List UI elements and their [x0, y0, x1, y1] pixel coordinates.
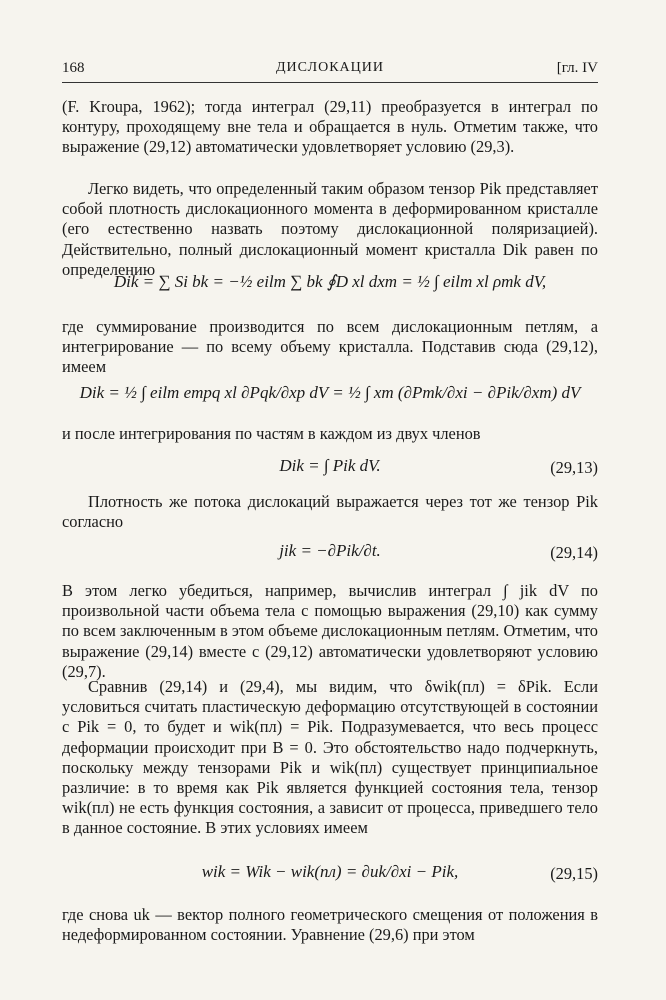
paragraph-3: где суммирование производится по всем дислокационным петлям, а интегрирование — по всему объему кристалла. Подставив сюда (29,12), имеем [62, 317, 598, 377]
equation-3-number: (29,13) [550, 458, 598, 477]
equation-5-number: (29,15) [550, 864, 598, 883]
equation-3 [62, 456, 598, 494]
equation-1-text: Dik = ∑ Si bk = −½ eilm ∑ bk ∮D xl dxm = ½ ∫ eilm xl ρmk dV, [113, 272, 547, 291]
equation-3-text: Dik = ∫ Pik dV. [279, 456, 381, 475]
chapter-label: [гл. IV [556, 60, 598, 76]
running-title: ДИСЛОКАЦИИ [275, 60, 385, 75]
page-number: 168 [62, 60, 85, 76]
paragraph-1: (F. Kroupa, 1962); тогда интеграл (29,11) преобразуется в интеграл по контуру, проходящему вне тела и обращается в нуль. Отметим также, что выражение (29,12) автоматически удовлетворяет условию (29,3). [62, 97, 598, 157]
equation-4 [62, 541, 598, 579]
paragraph-8: где снова uk — вектор полного геометрического смещения от положения в недеформированном состоянии. Уравнение (29,6) при этом [62, 905, 598, 945]
paragraph-4: и после интегрирования по частям в каждом из двух членов [62, 424, 481, 443]
equation-5 [62, 862, 598, 900]
equation-2-text: Dik = ½ ∫ eilm empq xl ∂Pqk/∂xp dV = ½ ∫ xm (∂Pmk/∂xi − ∂Pik/∂xm) dV [79, 383, 581, 402]
paragraph-7: Сравнив (29,14) и (29,4), мы видим, что δwik(пл) = δPik. Если условиться считать пластическую деформацию отсутствующей в состоянии с Pik = 0, то будет и wik(пл) = Pik. Подразумевается, что весь процесс деформации происходит при B = 0. Это обстоятельство надо подчеркнуть, поскольку между тензорами Pik и wik(пл) существует принципиальное различие: в то время как Pik является функцией состояния тела, тензор wik(пл) не есть функция состояния, а зависит от процесса, приведшего тело в данное состояние. В этих условиях имеем [62, 677, 598, 838]
paragraph-6: В этом легко убедиться, например, вычислив интеграл ∫ jik dV по произвольной части объема тела с помощью выражения (29,10) как сумму по всем заключенным в этом объеме дислокационным петлям. Отметим, что выражение (29,14) вместе с (29,12) автоматически удовлетворяют условию (29,7). [62, 581, 598, 681]
page-header [62, 60, 598, 83]
equation-4-number: (29,14) [550, 543, 598, 562]
equation-2 [62, 383, 598, 421]
equation-4-text: jik = −∂Pik/∂t. [279, 541, 381, 560]
equation-5-text: wik = Wik − wik(пл) = ∂uk/∂xi − Pik, [201, 862, 459, 881]
equation-1 [62, 272, 598, 310]
paragraph-5: Плотность же потока дислокаций выражается через тот же тензор Pik согласно [62, 492, 598, 532]
paragraph-2: Легко видеть, что определенный таким образом тензор Pik представляет собой плотность дислокационного момента в деформированном кристалле (его естественно назвать поэтому дислокационной поляризацией). Действительно, полный дислокационный момент кристалла Dik равен по определению [62, 179, 598, 279]
